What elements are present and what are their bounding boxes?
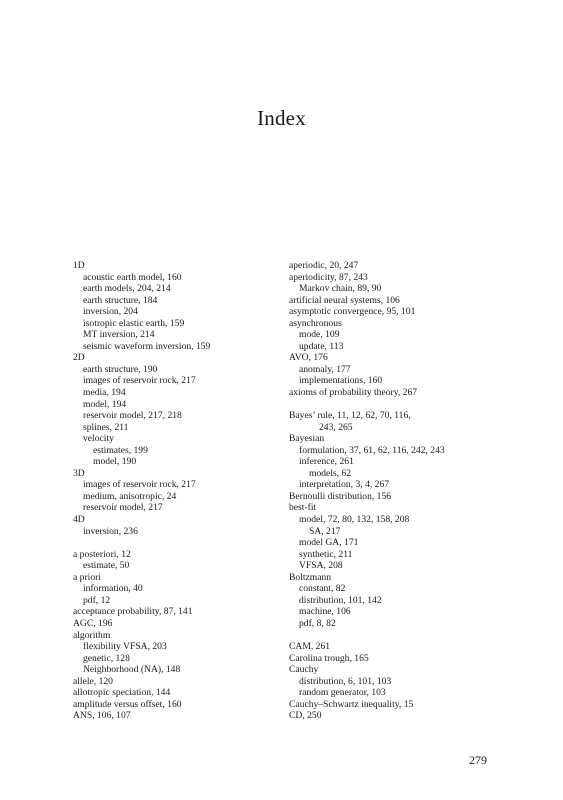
index-subentry: mode, 109 bbox=[299, 329, 340, 341]
index-entry: Cauchy–Schwartz inequality, 15 bbox=[289, 698, 414, 710]
index-entry: Boltzmann bbox=[289, 571, 332, 583]
index-subentry: models, 62 bbox=[309, 467, 352, 479]
index-entry: 1D bbox=[73, 260, 85, 271]
index-entry: 2D bbox=[73, 352, 85, 364]
index-subentry: constant, 82 bbox=[299, 583, 346, 595]
index-entry: artificial neural systems, 106 bbox=[289, 294, 400, 306]
index-subentry: 243, 265 bbox=[319, 421, 353, 433]
index-entry: AGC, 196 bbox=[73, 617, 113, 629]
index-entry: CD, 250 bbox=[289, 710, 322, 722]
index-subentry: earth structure, 184 bbox=[83, 294, 158, 306]
index-entry: aperiodicity, 87, 243 bbox=[289, 271, 368, 283]
index-subentry: isotropic elastic earth, 159 bbox=[83, 317, 185, 329]
index-entry: 4D bbox=[73, 514, 85, 526]
index-subentry: images of reservoir rock, 217 bbox=[83, 375, 196, 387]
index-gap bbox=[73, 537, 288, 549]
index-subentry: VFSA, 208 bbox=[299, 560, 343, 572]
index-subentry: inference, 261 bbox=[299, 456, 354, 468]
index-entry: allotropic speciation, 144 bbox=[73, 687, 171, 699]
index-subentry: distribution, 6, 101, 103 bbox=[299, 675, 392, 687]
index-entry: CAM, 261 bbox=[289, 641, 331, 653]
index-subentry: model, 190 bbox=[93, 456, 137, 468]
index-subentry: acoustic earth model, 160 bbox=[83, 271, 182, 283]
index-subentry: seismic waveform inversion, 159 bbox=[83, 340, 211, 352]
index-subentry: anomaly, 177 bbox=[299, 363, 351, 375]
index-entry: aperiodic, 20, 247 bbox=[289, 260, 359, 271]
index-entry: Carolina trough, 165 bbox=[289, 652, 369, 664]
index-subentry: earth models, 204, 214 bbox=[83, 283, 171, 295]
index-subentry: interpretation, 3, 4, 267 bbox=[299, 479, 390, 491]
index-subentry: flexibility VFSA, 203 bbox=[83, 641, 167, 653]
index-subentry: information, 40 bbox=[83, 583, 143, 595]
index-entry: allele, 120 bbox=[73, 675, 113, 687]
index-gap bbox=[289, 630, 504, 642]
index-entry: a posteriori, 12 bbox=[73, 548, 131, 560]
index-entry: ANS, 106, 107 bbox=[73, 710, 131, 722]
index-entry: algorithm bbox=[73, 629, 111, 641]
index-subentry: inversion, 236 bbox=[83, 525, 138, 537]
index-subentry: splines, 211 bbox=[83, 421, 129, 433]
index-subentry: pdf, 8, 82 bbox=[299, 617, 336, 629]
index-entry: best-fit bbox=[289, 502, 317, 514]
index-subentry: estimate, 50 bbox=[83, 560, 130, 572]
index-entry: Cauchy bbox=[289, 664, 319, 676]
index-column-left bbox=[73, 260, 288, 722]
index-column-right bbox=[289, 260, 504, 722]
index-subentry: update, 113 bbox=[299, 340, 344, 352]
index-subentry: random generator, 103 bbox=[299, 687, 386, 699]
index-entry: axioms of probability theory, 267 bbox=[289, 387, 418, 399]
index-subentry: model GA, 171 bbox=[299, 537, 359, 549]
index-subentry: Markov chain, 89, 90 bbox=[299, 283, 382, 295]
index-subentry: machine, 106 bbox=[299, 606, 351, 618]
index-subentry: images of reservoir rock, 217 bbox=[83, 479, 196, 491]
index-entry: acceptance probability, 87, 141 bbox=[73, 606, 193, 618]
index-subentry: genetic, 128 bbox=[83, 652, 130, 664]
index-subentry: model, 72, 80, 132, 158, 208 bbox=[299, 514, 410, 526]
index-subentry: formulation, 37, 61, 62, 116, 242, 243 bbox=[299, 444, 445, 456]
index-subentry: implementations, 160 bbox=[299, 375, 383, 387]
index-subentry: SA, 217 bbox=[309, 525, 341, 537]
index-subentry: MT inversion, 214 bbox=[83, 329, 155, 341]
index-entry: asymptotic convergence, 95, 101 bbox=[289, 306, 416, 318]
index-subentry: synthetic, 211 bbox=[299, 548, 353, 560]
index-entry: Bayes’ rule, 11, 12, 62, 70, 116, bbox=[289, 410, 411, 422]
page-number: 279 bbox=[469, 753, 487, 767]
index-entry: asynchronous bbox=[289, 317, 342, 329]
index-entry: Bernoulli distribution, 156 bbox=[289, 490, 392, 502]
index-entry: amplitude versus offset, 160 bbox=[73, 698, 182, 710]
index-entry: AVO, 176 bbox=[289, 352, 328, 364]
index-subentry: distribution, 101, 142 bbox=[299, 594, 382, 606]
index-subentry: reservoir model, 217 bbox=[83, 502, 163, 514]
index-subentry: model, 194 bbox=[83, 398, 127, 410]
index-entry: a priori bbox=[73, 571, 101, 583]
index-subentry: reservoir model, 217, 218 bbox=[83, 410, 182, 422]
index-subentry: Neighborhood (NA), 148 bbox=[83, 664, 181, 676]
page-title: Index bbox=[257, 106, 306, 131]
index-subentry: earth structure, 190 bbox=[83, 363, 158, 375]
index-gap bbox=[289, 399, 504, 411]
index-subentry: pdf, 12 bbox=[83, 594, 111, 606]
index-entry: Bayesian bbox=[289, 433, 325, 445]
index-subentry: inversion, 204 bbox=[83, 306, 138, 318]
index-entry: 3D bbox=[73, 467, 85, 479]
index-subentry: medium, anisotropic, 24 bbox=[83, 490, 177, 502]
index-subentry: estimates, 199 bbox=[93, 444, 148, 456]
index-subentry: velocity bbox=[83, 433, 114, 445]
index-subentry: media, 194 bbox=[83, 387, 126, 399]
